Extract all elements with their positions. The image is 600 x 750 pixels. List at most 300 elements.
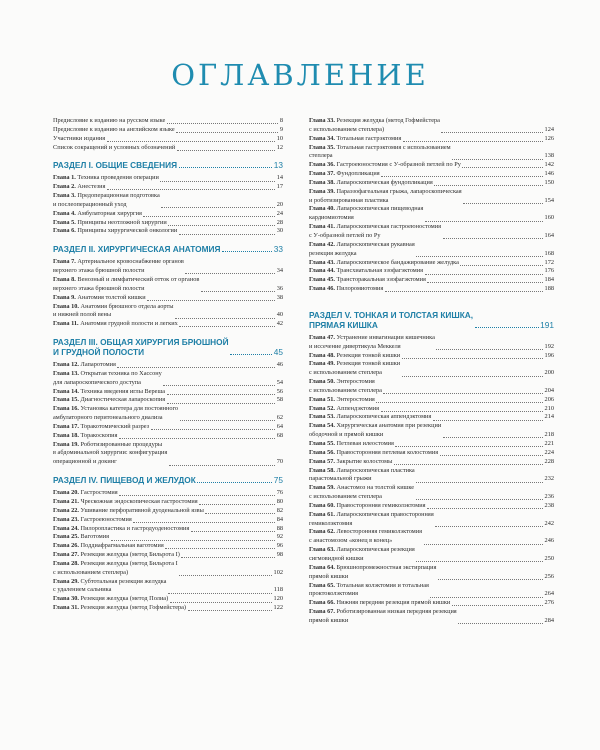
chapter-title: Тотальная колэктомия и тотальная проктоколэктомия bbox=[309, 581, 429, 598]
dot-leader bbox=[416, 561, 543, 562]
chapter-number: Глава 41. bbox=[309, 223, 335, 231]
entry-title bbox=[53, 432, 117, 441]
chapter-entry[interactable] bbox=[53, 542, 283, 551]
dot-leader bbox=[433, 420, 543, 421]
chapter-entry[interactable] bbox=[53, 489, 283, 498]
chapter-entry[interactable] bbox=[53, 192, 283, 210]
chapter-entry[interactable] bbox=[309, 170, 554, 179]
chapter-number: Глава 48. bbox=[309, 351, 335, 359]
entry-title bbox=[53, 219, 167, 228]
chapter-title: Предисловие к изданию на английском языке bbox=[53, 125, 175, 133]
page-number: 192 bbox=[544, 342, 554, 350]
page-number: 184 bbox=[544, 276, 554, 284]
dot-leader bbox=[185, 273, 275, 274]
chapter-entry[interactable] bbox=[309, 352, 554, 361]
entry-title bbox=[53, 276, 199, 294]
entry-title bbox=[309, 396, 375, 405]
chapter-title: Нижняя передняя резекция прямой кишки bbox=[334, 599, 451, 607]
entry-title bbox=[309, 144, 451, 162]
chapter-number: Глава 50. bbox=[309, 378, 335, 386]
chapter-number: Глава 7. bbox=[53, 258, 76, 266]
chapter-list bbox=[309, 117, 554, 294]
chapter-entry[interactable] bbox=[309, 599, 554, 608]
chapter-entry[interactable] bbox=[53, 578, 283, 596]
front-matter-entry[interactable] bbox=[53, 135, 283, 144]
page-number: 12 bbox=[276, 143, 283, 151]
chapter-number: Глава 40. bbox=[309, 205, 335, 213]
chapter-title: Правосторонняя петлевая колостомия bbox=[334, 448, 439, 456]
section-heading[interactable] bbox=[309, 310, 554, 330]
section-title: РАЗДЕЛ III. ОБЩАЯ ХИРУРГИЯ БРЮШНОЙ И ГРУДНОЙ ПОЛОСТИ bbox=[53, 337, 229, 358]
chapter-number: Глава 19. bbox=[53, 440, 79, 448]
dot-leader bbox=[151, 429, 276, 430]
chapter-entry[interactable] bbox=[309, 564, 554, 582]
entry-title bbox=[53, 388, 165, 397]
chapter-number: Глава 25. bbox=[53, 533, 79, 541]
chapter-entry[interactable] bbox=[53, 604, 283, 613]
section-heading[interactable] bbox=[53, 475, 283, 485]
chapter-entry[interactable] bbox=[309, 484, 554, 502]
chapter-entry[interactable] bbox=[53, 525, 283, 534]
chapter-entry[interactable] bbox=[53, 183, 283, 192]
chapter-number: Глава 47. bbox=[309, 333, 335, 341]
dot-leader bbox=[133, 522, 275, 523]
chapter-number: Глава 61. bbox=[309, 510, 335, 518]
chapter-number: Глава 30. bbox=[53, 595, 79, 603]
chapter-entry[interactable] bbox=[309, 458, 554, 467]
entry-title bbox=[53, 604, 186, 613]
dot-leader bbox=[163, 385, 275, 386]
chapter-title: Диагностическая лапароскопия bbox=[78, 396, 166, 404]
page-number: 62 bbox=[276, 414, 283, 422]
page-number: 82 bbox=[276, 506, 283, 514]
page-number: 92 bbox=[276, 533, 283, 541]
dot-leader bbox=[452, 605, 543, 606]
chapter-number: Глава 57. bbox=[309, 457, 335, 465]
dot-leader bbox=[462, 167, 543, 168]
dot-leader bbox=[376, 402, 543, 403]
chapter-entry[interactable] bbox=[309, 502, 554, 511]
entry-title bbox=[53, 258, 184, 276]
chapter-entry[interactable] bbox=[309, 135, 554, 144]
chapter-number: Глава 10. bbox=[53, 302, 79, 310]
left-column bbox=[53, 117, 283, 613]
entry-title bbox=[309, 502, 426, 511]
chapter-entry[interactable] bbox=[53, 507, 283, 516]
page-number: 102 bbox=[273, 568, 283, 576]
entry-title bbox=[309, 223, 441, 241]
chapter-entry[interactable] bbox=[53, 516, 283, 525]
chapter-number: Глава 44. bbox=[309, 267, 335, 275]
entry-title bbox=[309, 405, 379, 414]
chapter-title: Венозный и лимфатический отток от органов верхнего этажа брюшной полости bbox=[53, 275, 200, 292]
page-number: 14 bbox=[276, 174, 283, 182]
chapter-number: Глава 59. bbox=[309, 484, 335, 492]
chapter-number: Глава 39. bbox=[309, 187, 335, 195]
dot-leader bbox=[443, 238, 544, 239]
page-number: 88 bbox=[276, 524, 283, 532]
page-number: 210 bbox=[544, 404, 554, 412]
chapter-entry[interactable] bbox=[53, 560, 283, 578]
page-number: 58 bbox=[276, 396, 283, 404]
entry-title bbox=[53, 126, 175, 135]
chapter-title: Фундопликация bbox=[334, 170, 380, 178]
dot-leader bbox=[167, 123, 278, 124]
chapter-entry[interactable] bbox=[309, 449, 554, 458]
chapter-number: Глава 60. bbox=[309, 501, 335, 509]
page-number: 17 bbox=[276, 183, 283, 191]
chapter-entry[interactable] bbox=[53, 396, 283, 405]
chapter-title: Резекция желудка (метод Полиа) bbox=[78, 595, 169, 603]
chapter-entry[interactable] bbox=[53, 441, 283, 468]
dot-leader bbox=[107, 141, 276, 142]
chapter-title: Лапароскопическая пищеводная кардиомиотомия bbox=[309, 205, 424, 222]
chapter-entry[interactable] bbox=[53, 276, 283, 294]
dot-leader bbox=[169, 465, 275, 466]
page-number: 80 bbox=[276, 498, 283, 505]
chapter-number: Глава 16. bbox=[53, 405, 79, 413]
chapter-entry[interactable] bbox=[309, 117, 554, 135]
chapter-entry[interactable] bbox=[309, 205, 554, 223]
chapter-title: Лапароскопическая аппендэктомия bbox=[334, 413, 432, 421]
chapter-number: Глава 21. bbox=[53, 498, 79, 505]
entry-title bbox=[53, 183, 105, 192]
entry-title bbox=[309, 511, 434, 529]
page-number: 40 bbox=[276, 311, 283, 319]
page-number: 54 bbox=[276, 378, 283, 386]
chapter-title: Левосторонняя гемиколэктомия с анастомозом «конец в конец» bbox=[309, 528, 423, 545]
chapter-number: Глава 43. bbox=[309, 258, 335, 266]
chapter-title: Субтотальная резекция желудка с удалением сальника bbox=[53, 577, 167, 594]
page-number: 142 bbox=[544, 161, 554, 169]
chapter-entry[interactable] bbox=[309, 422, 554, 440]
entry-title bbox=[309, 334, 435, 352]
entry-title bbox=[53, 303, 173, 321]
entry-title bbox=[309, 179, 433, 188]
chapter-title: Анатомия брюшного отдела аорты и нижней полой вены bbox=[53, 302, 174, 319]
page-number: 191 bbox=[540, 319, 554, 330]
entry-title bbox=[309, 467, 415, 485]
dot-leader bbox=[403, 141, 543, 142]
chapter-number: Глава 62. bbox=[309, 528, 335, 536]
chapter-entry[interactable] bbox=[309, 241, 554, 259]
chapter-number: Глава 31. bbox=[53, 604, 79, 612]
page-number: 200 bbox=[544, 369, 554, 377]
chapter-entry[interactable] bbox=[309, 285, 554, 294]
page-number: 120 bbox=[273, 595, 283, 603]
chapter-title: Петлевая илеостомия bbox=[334, 440, 394, 447]
page-number: 13 bbox=[273, 160, 283, 171]
chapter-entry[interactable] bbox=[53, 294, 283, 303]
chapter-list bbox=[53, 361, 283, 467]
dot-leader bbox=[460, 265, 543, 266]
chapter-number: Глава 4. bbox=[53, 209, 76, 217]
entry-title bbox=[309, 188, 462, 206]
page-number: 34 bbox=[276, 267, 283, 275]
page-number: 276 bbox=[544, 599, 554, 607]
chapter-number: Глава 56. bbox=[309, 448, 335, 456]
entry-title bbox=[53, 396, 165, 405]
chapter-title: Резекция желудка (метод Бильрота I) bbox=[78, 551, 180, 559]
chapter-number: Глава 67. bbox=[309, 608, 335, 616]
page-number: 68 bbox=[276, 431, 283, 439]
chapter-number: Глава 55. bbox=[309, 440, 335, 447]
chapter-entry[interactable] bbox=[309, 276, 554, 285]
chapter-number: Глава 27. bbox=[53, 551, 79, 559]
chapter-title: Поддиафрагмальная ваготомия bbox=[78, 542, 164, 550]
dot-leader bbox=[111, 540, 276, 541]
chapter-number: Глава 65. bbox=[309, 581, 335, 589]
chapter-number: Глава 45. bbox=[309, 276, 335, 284]
dot-leader bbox=[438, 579, 543, 580]
chapter-entry[interactable] bbox=[53, 423, 283, 432]
dot-leader bbox=[230, 354, 272, 355]
chapter-entry[interactable] bbox=[309, 582, 554, 600]
chapter-number: Глава 8. bbox=[53, 275, 76, 283]
page-number: 236 bbox=[544, 493, 554, 501]
chapter-number: Глава 52. bbox=[309, 404, 335, 412]
chapter-title: Открытая техника по Хассону для лапароскопического доступа bbox=[53, 369, 162, 386]
page-number: 45 bbox=[273, 347, 283, 358]
dot-leader bbox=[199, 504, 275, 505]
entry-title bbox=[309, 259, 459, 268]
entry-title bbox=[309, 449, 438, 458]
dot-leader bbox=[222, 251, 272, 252]
chapter-entry[interactable] bbox=[53, 370, 283, 388]
chapter-title: Тотальная гастрэктомия с использованием степлера bbox=[309, 143, 451, 160]
chapter-title: Устранение инвагинации кишечника и иссечение дивертикула Меккеля bbox=[309, 333, 435, 350]
dot-leader bbox=[394, 464, 543, 465]
dot-leader bbox=[416, 499, 543, 500]
chapter-entry[interactable] bbox=[309, 360, 554, 378]
entry-title bbox=[309, 352, 400, 361]
entry-title bbox=[53, 174, 159, 183]
entry-title bbox=[53, 533, 109, 542]
chapter-title: Артериальное кровоснабжение органов верхнего этажа брюшной полости bbox=[53, 258, 184, 275]
chapter-entry[interactable] bbox=[53, 303, 283, 321]
chapter-entry[interactable] bbox=[53, 174, 283, 183]
chapter-title: Лапароскопическая гастроеюностомия с У-образной петлей по Ру bbox=[309, 223, 442, 239]
chapter-title: Установка катетера для постоянного амбулаторного перитонеального диализа bbox=[53, 405, 179, 422]
chapter-entry[interactable] bbox=[309, 223, 554, 241]
chapter-number: Глава 64. bbox=[309, 563, 335, 571]
page-number: 24 bbox=[276, 209, 283, 217]
section-heading[interactable] bbox=[53, 337, 283, 357]
entry-title bbox=[53, 294, 146, 303]
page-number: 214 bbox=[544, 413, 554, 421]
chapter-number: Глава 3. bbox=[53, 192, 76, 200]
dot-leader bbox=[205, 513, 275, 514]
entry-title bbox=[309, 458, 392, 467]
chapter-entry[interactable] bbox=[53, 361, 283, 370]
dot-leader bbox=[167, 403, 276, 404]
entry-title bbox=[53, 135, 105, 144]
chapter-title: Лапароскопическая фундопликация bbox=[334, 178, 433, 186]
chapter-entry[interactable] bbox=[53, 320, 283, 329]
chapter-entry[interactable] bbox=[309, 161, 554, 170]
chapter-title: Список сокращений и условных обозначений bbox=[53, 143, 176, 151]
dot-leader bbox=[119, 495, 275, 496]
chapter-number: Глава 24. bbox=[53, 524, 79, 532]
page-number: 146 bbox=[544, 170, 554, 178]
entry-title bbox=[309, 422, 441, 440]
chapter-title: Резекция желудка (метод Гофмейстера с использованием степлера) bbox=[309, 117, 440, 133]
dot-leader bbox=[427, 508, 543, 509]
entry-title bbox=[53, 516, 132, 525]
chapter-entry[interactable] bbox=[53, 595, 283, 604]
chapter-entry[interactable] bbox=[309, 608, 554, 626]
chapter-entry[interactable] bbox=[309, 267, 554, 276]
chapter-entry[interactable] bbox=[309, 546, 554, 564]
entry-title bbox=[53, 489, 118, 498]
page-number: 138 bbox=[544, 152, 554, 160]
chapter-entry[interactable] bbox=[309, 467, 554, 485]
chapter-number: Глава 53. bbox=[309, 413, 335, 421]
chapter-entry[interactable] bbox=[53, 533, 283, 542]
chapter-title: Анастомоз на толстой кишке с использованием степлера bbox=[309, 484, 415, 501]
page-number: 75 bbox=[273, 475, 283, 486]
chapter-entry[interactable] bbox=[53, 388, 283, 397]
entry-title bbox=[309, 546, 415, 564]
chapter-entry[interactable] bbox=[309, 179, 554, 188]
page-number: 33 bbox=[273, 244, 283, 255]
page-number: 46 bbox=[276, 361, 283, 369]
chapter-entry[interactable] bbox=[53, 405, 283, 423]
chapter-number: Глава 63. bbox=[309, 546, 335, 554]
section-heading[interactable] bbox=[53, 244, 283, 254]
chapter-entry[interactable] bbox=[309, 405, 554, 414]
chapter-entry[interactable] bbox=[53, 227, 283, 236]
chapter-number: Глава 9. bbox=[53, 293, 76, 301]
chapter-title: Предоперационная подготовка и послеоперационный уход bbox=[53, 192, 160, 208]
entry-title bbox=[309, 285, 383, 294]
chapter-entry[interactable] bbox=[309, 396, 554, 405]
page-number: 64 bbox=[276, 422, 283, 430]
dot-leader bbox=[147, 300, 275, 301]
page-number: 20 bbox=[276, 200, 283, 208]
chapter-title: Лапароскопическая пластика парастомальной грыжи bbox=[309, 466, 415, 483]
chapter-title: Резекция тонкой кишки с использованием степлера bbox=[309, 360, 401, 377]
chapter-title: Энтеростомия с использованием степлера bbox=[309, 378, 382, 394]
page-number: 196 bbox=[544, 351, 554, 359]
chapter-entry[interactable] bbox=[309, 144, 554, 162]
chapter-number: Глава 1. bbox=[53, 174, 76, 182]
dot-leader bbox=[435, 526, 543, 527]
dot-leader bbox=[440, 455, 543, 456]
section-heading[interactable] bbox=[53, 160, 283, 170]
chapter-entry[interactable] bbox=[53, 219, 283, 228]
dot-leader bbox=[458, 623, 543, 624]
dot-leader bbox=[416, 482, 543, 483]
chapter-entry[interactable] bbox=[309, 440, 554, 449]
page-number: 221 bbox=[544, 440, 554, 447]
page-number: 218 bbox=[544, 431, 554, 439]
chapter-title: Техника проведения операции bbox=[75, 174, 159, 182]
page-number: 124 bbox=[544, 125, 554, 133]
chapter-title: Торакотомический разрез bbox=[78, 422, 150, 430]
chapter-title: Анатомия грудной полости и легких bbox=[78, 320, 178, 328]
front-matter-entry[interactable] bbox=[53, 126, 283, 135]
chapter-title: Аппендэктомия bbox=[334, 404, 379, 412]
chapter-entry[interactable] bbox=[309, 413, 554, 422]
chapter-title: Пилоромиотомия bbox=[334, 285, 384, 293]
chapter-entry[interactable] bbox=[53, 432, 283, 441]
page-number: 176 bbox=[544, 267, 554, 275]
page-number: 242 bbox=[544, 519, 554, 527]
chapter-title: Лапароскопическая рукавная резекция желудка bbox=[309, 240, 415, 257]
chapter-number: Глава 17. bbox=[53, 422, 79, 430]
entry-title bbox=[309, 161, 461, 170]
dot-leader bbox=[179, 326, 275, 327]
entry-title bbox=[53, 595, 168, 604]
chapter-entry[interactable] bbox=[309, 259, 554, 268]
entry-title bbox=[53, 144, 175, 153]
chapter-entry[interactable] bbox=[309, 528, 554, 546]
chapter-entry[interactable] bbox=[53, 210, 283, 219]
section-title: РАЗДЕЛ IV. ПИЩЕВОД И ЖЕЛУДОК bbox=[53, 475, 196, 486]
page-number: 76 bbox=[276, 489, 283, 497]
chapter-entry[interactable] bbox=[53, 551, 283, 560]
entry-title bbox=[53, 441, 167, 468]
chapter-number: Глава 34. bbox=[309, 134, 335, 142]
dot-leader bbox=[201, 291, 275, 292]
chapter-list bbox=[53, 258, 283, 329]
page-number: 30 bbox=[276, 227, 283, 235]
page-number: 38 bbox=[276, 293, 283, 301]
chapter-entry[interactable] bbox=[309, 511, 554, 529]
right-column bbox=[309, 117, 554, 626]
chapter-title: Тотальная гастрэктомия bbox=[334, 134, 402, 142]
entry-title bbox=[53, 361, 116, 370]
page-title: ОГЛАВЛЕНИЕ bbox=[171, 58, 429, 92]
entry-title bbox=[309, 413, 431, 422]
entry-title bbox=[53, 192, 160, 210]
dot-leader bbox=[168, 225, 275, 226]
dot-leader bbox=[179, 234, 275, 235]
section-title: РАЗДЕЛ II. ХИРУРГИЧЕСКАЯ АНАТОМИЯ bbox=[53, 244, 221, 255]
chapter-entry[interactable] bbox=[53, 258, 283, 276]
chapter-entry[interactable] bbox=[309, 188, 554, 206]
page-number: 36 bbox=[276, 284, 283, 292]
front-matter-entry[interactable] bbox=[53, 144, 283, 153]
page-number: 256 bbox=[544, 572, 554, 580]
chapter-number: Глава 20. bbox=[53, 489, 79, 497]
chapter-number: Глава 6. bbox=[53, 227, 76, 235]
chapter-entry[interactable] bbox=[53, 498, 283, 507]
dot-leader bbox=[402, 376, 543, 377]
chapter-number: Глава 58. bbox=[309, 466, 335, 474]
chapter-title: Анестезия bbox=[75, 183, 106, 191]
entry-title bbox=[53, 210, 142, 219]
page-number: 42 bbox=[276, 320, 283, 328]
chapter-entry[interactable] bbox=[309, 334, 554, 352]
entry-title bbox=[53, 542, 164, 551]
page-number: 250 bbox=[544, 554, 554, 562]
chapter-number: Глава 14. bbox=[53, 387, 79, 395]
entry-title bbox=[309, 484, 414, 502]
front-matter-entry[interactable] bbox=[53, 117, 283, 126]
chapter-entry[interactable] bbox=[309, 378, 554, 396]
chapter-title: Чрескожная эндоскопическая гастростомия bbox=[78, 498, 198, 505]
dot-leader bbox=[463, 203, 543, 204]
dot-leader bbox=[383, 393, 543, 394]
entry-title bbox=[309, 205, 423, 223]
dot-leader bbox=[168, 593, 272, 594]
entry-title bbox=[53, 320, 178, 329]
entry-title bbox=[53, 551, 180, 560]
chapter-list bbox=[309, 334, 554, 626]
page-number: 188 bbox=[544, 285, 554, 293]
